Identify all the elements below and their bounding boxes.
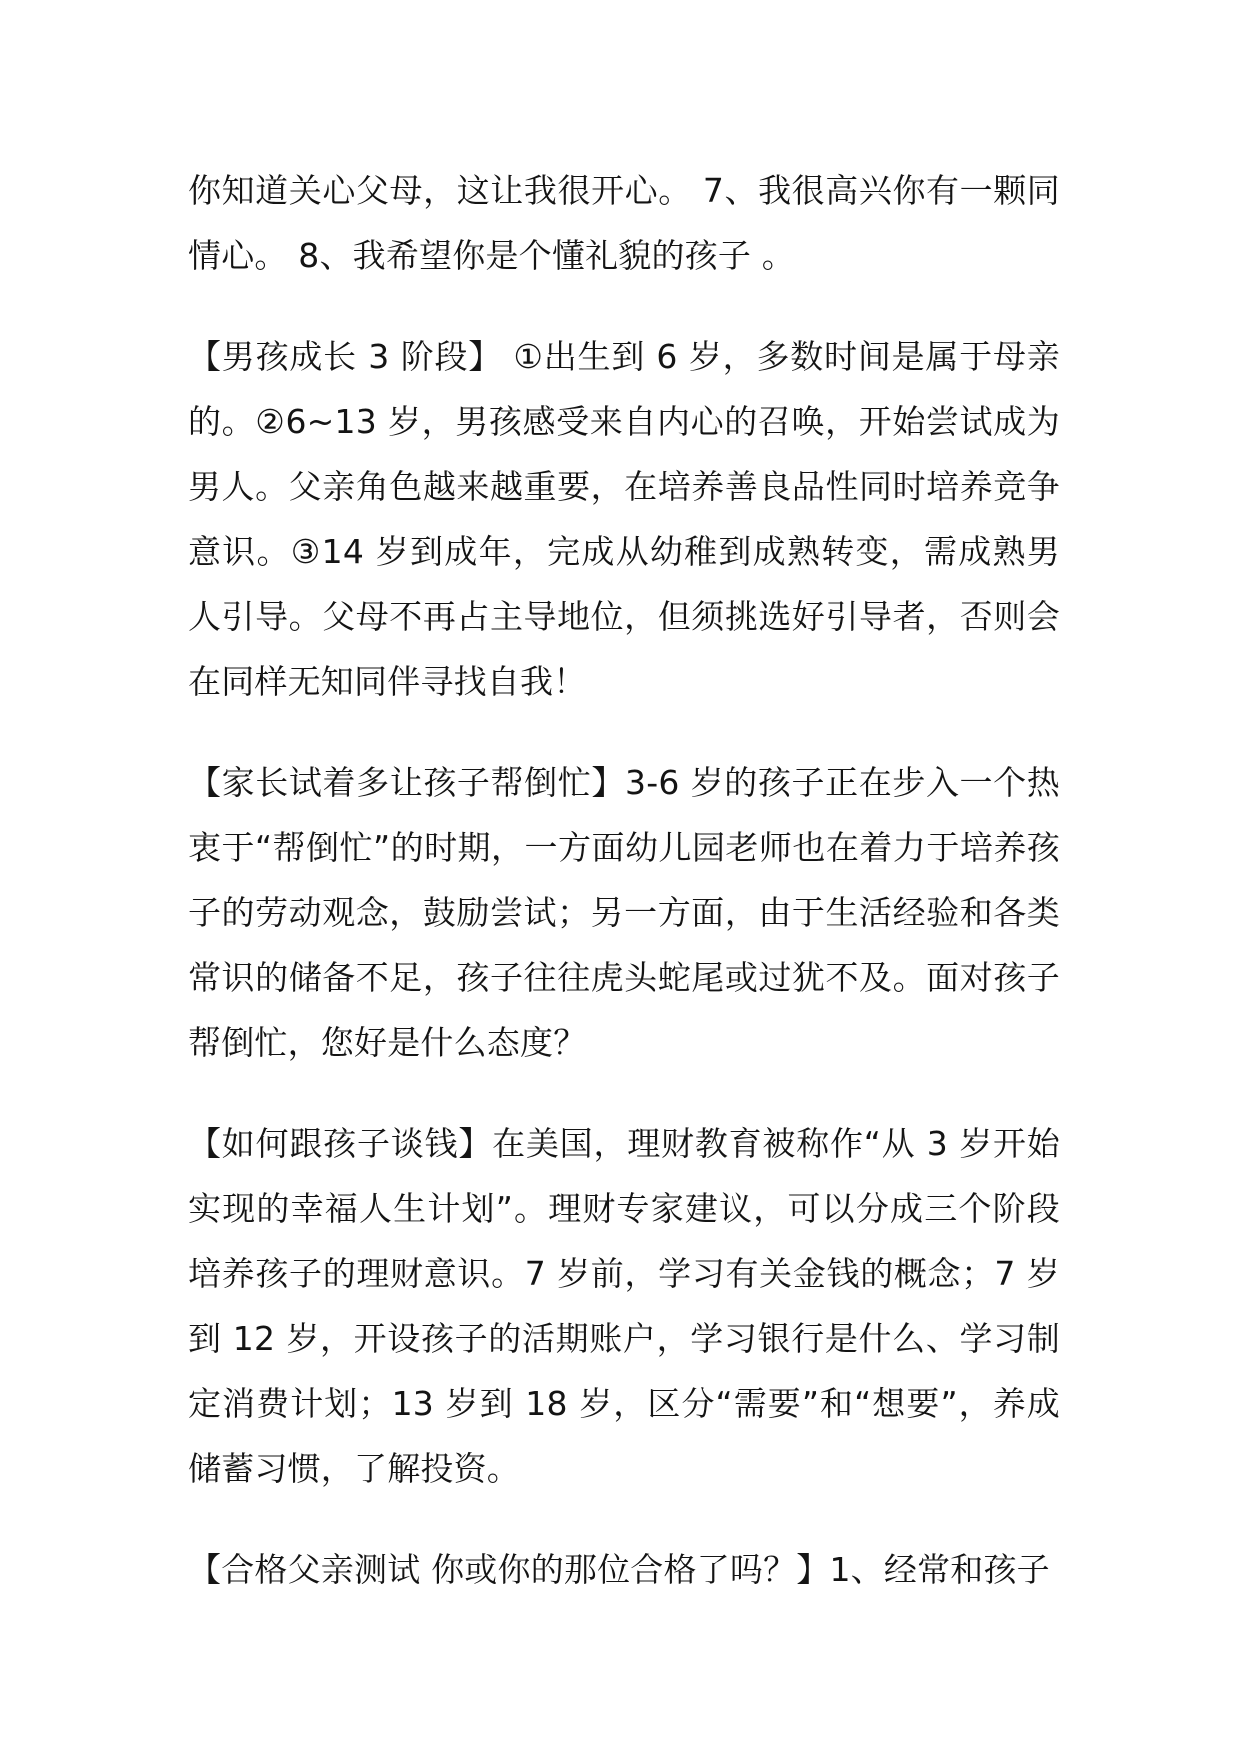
paragraph-praise-list: 你知道关心父母，这让我很开心。 7、我很高兴你有一颗同情心。 8、我希望你是个懂礼貌的孩子 。	[188, 171, 1060, 275]
paragraph-money-talk: 【如何跟孩子谈钱】在美国，理财教育被称作“从 3 岁开始实现的幸福人生计划”。理财专家建议，可以分成三个阶段培养孩子的理财意识。7 岁前，学习有关金钱的概念；7 岁到 12 岁，开设孩子的活期账户，学习银行是什么、学习制定消费计划；13 岁到 18 岁，区分“需要”和“想要”，养成储蓄习惯，了解投资。	[188, 1124, 1060, 1488]
paragraph-father-test: 【合格父亲测试 你或你的那位合格了吗？】1、经常和孩子	[188, 1550, 1050, 1589]
paragraph-let-child-help: 【家长试着多让孩子帮倒忙】3-6 岁的孩子正在步入一个热衷于“帮倒忙”的时期，一方面幼儿园老师也在着力于培养孩子的劳动观念，鼓励尝试；另一方面，由于生活经验和各类常识的储备不足，孩子往往虎头蛇尾或过犹不及。面对孩子帮倒忙，您好是什么态度？	[188, 763, 1060, 1062]
document-body	[188, 158, 1060, 1638]
paragraph-boy-growth-stages: 【男孩成长 3 阶段】 ①出生到 6 岁，多数时间是属于母亲的。②6~13 岁，男孩感受来自内心的召唤，开始尝试成为男人。父亲角色越来越重要，在培养善良品性同时培养竞争意识。③14 岁到成年，完成从幼稚到成熟转变，需成熟男人引导。父母不再占主导地位，但须挑选好引导者，否则会在同样无知同伴寻找自我！	[188, 337, 1060, 701]
